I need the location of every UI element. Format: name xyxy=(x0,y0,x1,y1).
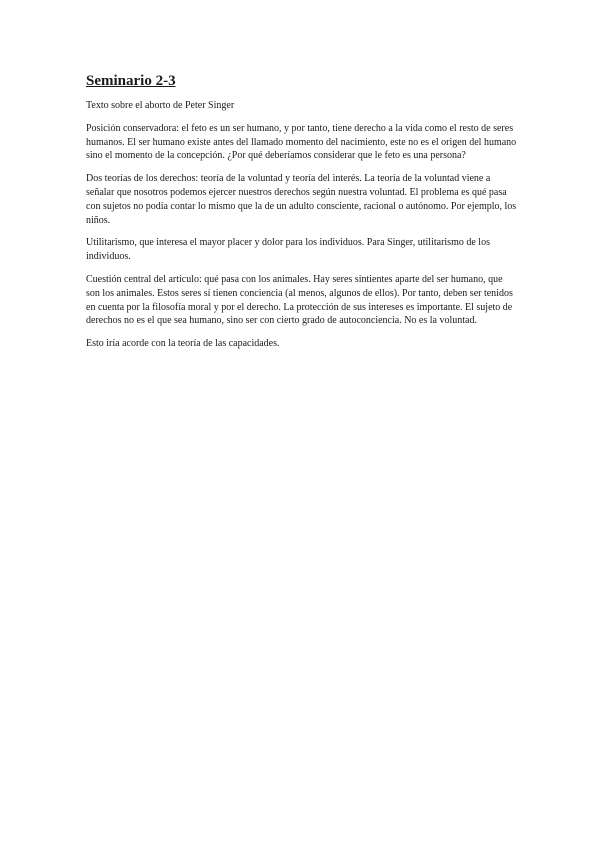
paragraph-utilitarianism: Utilitarismo, que interesa el mayor placer y dolor para los individuos. Para Singer, utilitarismo de los individuos. xyxy=(86,237,490,263)
paragraph-capabilities: Esto iría acorde con la teoría de las capacidades. xyxy=(86,338,280,350)
paragraph-rights-theories: Dos teorías de los derechos: teoría de la voluntad y teoría del interés. La teoría de la voluntad viene a señalar que nosotros podemos ejercer nuestros derechos según nuestra voluntad. El problema es qué pasa con sujetos no podía contar lo mismo que la de un adulto consciente, racional o autónomo. Por ejemplo, los niños. xyxy=(86,173,517,226)
document-body xyxy=(86,72,518,360)
document-title: Seminario 2-3 xyxy=(86,73,176,89)
paragraph-animals: Cuestión central del artículo: qué pasa con los animales. Hay seres sintientes aparte del ser humano, que son los animales. Estos seres sí tienen conciencia (al menos, algunos de ellos). Por tanto, deben ser tenidos en cuenta por la filosofía moral y por el derecho. La protección de sus intereses es importante. El sujeto de derechos no es el que sea humano, sino ser con cierto grado de autoconciencia. No es la voluntad. xyxy=(86,273,513,327)
paragraph-conservative-position: Posición conservadora: el feto es un ser humano, y por tanto, tiene derecho a la vida como el resto de seres humanos. El ser humano existe antes del llamado momento del nacimiento, este no es el origen del humano sino el momento de la concepción. ¿Por qué deberíamos considerar que le feto es una persona? xyxy=(86,122,517,162)
paragraph-subtitle: Texto sobre el aborto de Peter Singer xyxy=(86,100,235,111)
